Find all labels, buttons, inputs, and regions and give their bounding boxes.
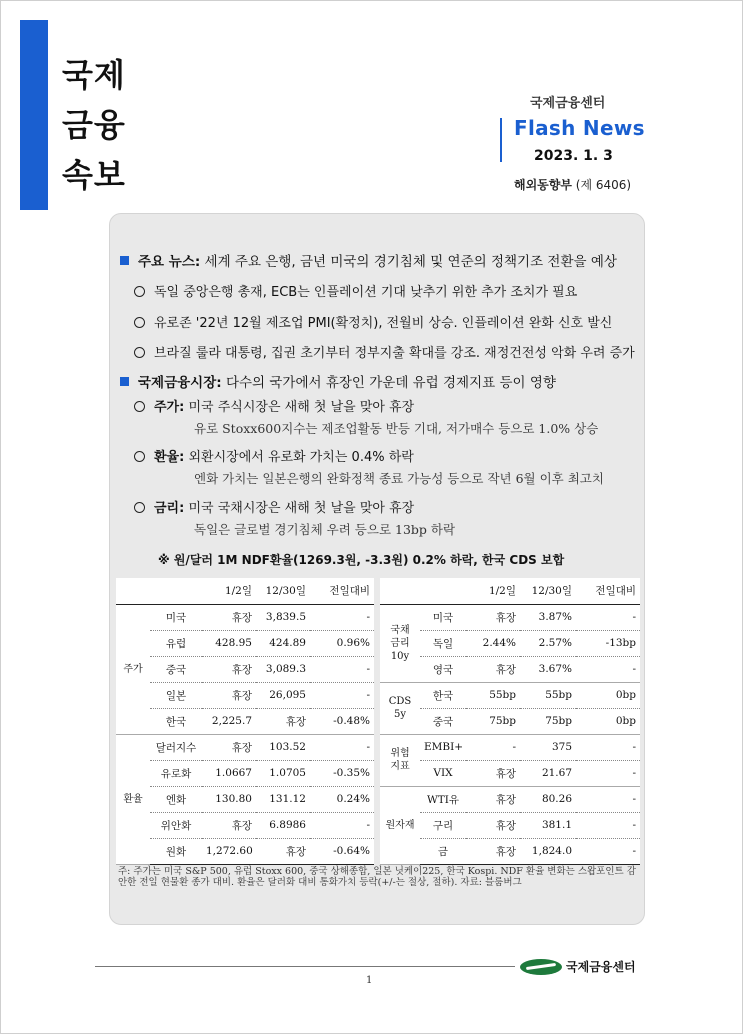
market-item-detail: 엔화 가치는 일본은행의 완화정책 종료 가능성 등으로 작년 6월 이후 최고치 xyxy=(194,471,604,486)
table-cell: 130.80 xyxy=(202,786,256,812)
market-bullet xyxy=(120,371,556,391)
table-cell: -0.64% xyxy=(310,838,374,864)
market-table-right xyxy=(380,578,640,865)
table-row xyxy=(116,708,374,734)
table-row xyxy=(380,604,640,630)
table-cell: 휴장 xyxy=(466,760,520,786)
table-cell: 21.67 xyxy=(520,760,576,786)
table-header-row xyxy=(116,578,374,604)
table-cell: 1,824.0 xyxy=(520,838,576,864)
news-item-text: 독일 중앙은행 총재, ECB는 인플레이션 기대 낮추기 위한 추가 조치가 필요 xyxy=(154,285,578,300)
footer-rule xyxy=(95,966,515,967)
table-cell: -13bp xyxy=(576,630,640,656)
logo-mark-icon xyxy=(520,959,562,975)
flash-news-label: Flash News xyxy=(514,116,645,140)
table-cell: 428.95 xyxy=(202,630,256,656)
table-header-cell xyxy=(150,578,202,604)
header-divider xyxy=(500,118,502,162)
news-item xyxy=(134,281,577,300)
table-row xyxy=(116,630,374,656)
table-cell: 75bp xyxy=(520,708,576,734)
table-cell: 0.96% xyxy=(310,630,374,656)
table-cell: 휴장 xyxy=(466,604,520,630)
table-group-label: 위험 지표 xyxy=(380,734,420,786)
circle-bullet-icon xyxy=(134,401,145,412)
table-row xyxy=(116,760,374,786)
table-row xyxy=(116,838,374,864)
circle-bullet-icon xyxy=(134,347,145,358)
table-cell: 2.44% xyxy=(466,630,520,656)
department-name: 해외동향부 xyxy=(514,178,572,192)
table-cell: 103.52 xyxy=(256,734,310,760)
table-group-label: 원자재 xyxy=(380,786,420,864)
table-cell: - xyxy=(576,656,640,682)
table-cell: - xyxy=(310,656,374,682)
table-cell: 3,089.3 xyxy=(256,656,310,682)
main-news-text: 세계 주요 은행, 금년 미국의 경기침체 및 연준의 정책기조 전환을 예상 xyxy=(200,254,617,270)
table-header-cell xyxy=(420,578,466,604)
square-bullet-icon xyxy=(120,377,129,386)
main-news-bullet xyxy=(120,250,617,270)
table-row xyxy=(116,656,374,682)
footer-logo xyxy=(520,956,636,976)
market-item-text: 외환시장에서 유로화 가치는 0.4% 하락 xyxy=(184,450,414,465)
table-cell: - xyxy=(310,812,374,838)
table-header-row xyxy=(380,578,640,604)
table-cell: 휴장 xyxy=(466,786,520,812)
content-box xyxy=(109,213,645,925)
report-title-line-2: 금융 xyxy=(62,106,126,144)
table-cell: 휴장 xyxy=(466,656,520,682)
ndf-note: ※ 원/달러 1M NDF환율(1269.3원, -3.3원) 0.2% 하락, 한국 CDS 보합 xyxy=(158,553,565,567)
market-item-text: 미국 주식시장은 새해 첫 날을 맞아 휴장 xyxy=(184,400,415,415)
market-item-head: 주가: xyxy=(154,400,185,415)
table-header-cell: 1/2일 xyxy=(466,578,520,604)
table-row-label: 유로화 xyxy=(150,760,202,786)
table-cell: 휴장 xyxy=(202,604,256,630)
table-cell: 2,225.7 xyxy=(202,708,256,734)
table-header-cell xyxy=(116,578,150,604)
table-row-label: 미국 xyxy=(420,604,466,630)
table-header-cell: 12/30일 xyxy=(256,578,310,604)
table-row-label: 중국 xyxy=(420,708,466,734)
table-cell: 375 xyxy=(520,734,576,760)
market-item-rates xyxy=(134,497,414,516)
table-cell: 휴장 xyxy=(256,708,310,734)
org-name: 국제금융센터 xyxy=(530,96,606,111)
table-cell: 1.0667 xyxy=(202,760,256,786)
table-cell: 1,272.60 xyxy=(202,838,256,864)
market-item-head: 금리: xyxy=(154,501,185,516)
title-accent-bar xyxy=(20,20,48,210)
table-header-cell: 12/30일 xyxy=(520,578,576,604)
table-row-label: EMBI+ xyxy=(420,734,466,760)
market-item-detail: 독일은 글로벌 경기침체 우려 등으로 13bp 하락 xyxy=(194,522,456,537)
footer-logo-text: 국제금융센터 xyxy=(566,960,636,974)
table-row-label: 유럽 xyxy=(150,630,202,656)
page-number: 1 xyxy=(366,975,373,986)
table-cell: 휴장 xyxy=(202,812,256,838)
table-row xyxy=(380,734,640,760)
table-cell: 3.67% xyxy=(520,656,576,682)
table-cell: - xyxy=(310,682,374,708)
table-cell: - xyxy=(576,838,640,864)
table-cell: - xyxy=(576,604,640,630)
report-date: 2023. 1. 3 xyxy=(534,148,613,164)
report-title xyxy=(62,50,182,200)
table-row-label: 원화 xyxy=(150,838,202,864)
table-row xyxy=(380,786,640,812)
table-cell: - xyxy=(310,604,374,630)
table-header-cell: 전일대비 xyxy=(576,578,640,604)
table-row-label: 위안화 xyxy=(150,812,202,838)
issue-number: (제 6406) xyxy=(575,178,632,192)
table-row xyxy=(116,786,374,812)
table-header-cell: 전일대비 xyxy=(310,578,374,604)
news-item xyxy=(134,342,635,361)
table-cell: 26,095 xyxy=(256,682,310,708)
market-head: 국제금융시장: xyxy=(138,375,222,391)
table-row-label: 중국 xyxy=(150,656,202,682)
table-row-label: 독일 xyxy=(420,630,466,656)
circle-bullet-icon xyxy=(134,451,145,462)
market-item-head: 환율: xyxy=(154,450,185,465)
table-header-cell xyxy=(380,578,420,604)
table-group-label: 주가 xyxy=(116,604,150,734)
department xyxy=(514,176,631,193)
table-group-label: 국채 금리 10y xyxy=(380,604,420,682)
table-cell: 75bp xyxy=(466,708,520,734)
table-row-label: VIX xyxy=(420,760,466,786)
table-row-label: 영국 xyxy=(420,656,466,682)
table-row xyxy=(380,682,640,708)
table-cell: - xyxy=(310,734,374,760)
market-table-left xyxy=(116,578,374,865)
table-row-label: 일본 xyxy=(150,682,202,708)
table-cell: 휴장 xyxy=(202,682,256,708)
table-cell: -0.35% xyxy=(310,760,374,786)
table-cell: 휴장 xyxy=(202,734,256,760)
table-cell: - xyxy=(576,734,640,760)
table-row-label: 미국 xyxy=(150,604,202,630)
news-item-text: 유로존 '22년 12월 제조업 PMI(확정치), 전월비 상승. 인플레이션 완화 신호 발신 xyxy=(154,316,613,331)
table-row xyxy=(116,604,374,630)
table-row-label: WTI유 xyxy=(420,786,466,812)
table-cell: 2.57% xyxy=(520,630,576,656)
table-group-label: 환율 xyxy=(116,734,150,864)
circle-bullet-icon xyxy=(134,286,145,297)
table-row-label: 달러지수 xyxy=(150,734,202,760)
table-cell: 휴장 xyxy=(466,812,520,838)
market-item-stocks xyxy=(134,396,414,415)
circle-bullet-icon xyxy=(134,502,145,513)
market-text: 다수의 국가에서 휴장인 가운데 유럽 경제지표 등이 영향 xyxy=(221,375,556,391)
table-cell: 0.24% xyxy=(310,786,374,812)
table-row xyxy=(116,682,374,708)
table-header-cell: 1/2일 xyxy=(202,578,256,604)
market-item-text: 미국 국채시장은 새해 첫 날을 맞아 휴장 xyxy=(184,501,415,516)
table-cell: 휴장 xyxy=(256,838,310,864)
table-cell: 3.87% xyxy=(520,604,576,630)
circle-bullet-icon xyxy=(134,317,145,328)
table-cell: - xyxy=(576,760,640,786)
table-cell: 0bp xyxy=(576,682,640,708)
table-row-label: 한국 xyxy=(420,682,466,708)
table-cell: 1.0705 xyxy=(256,760,310,786)
table-cell: - xyxy=(576,786,640,812)
table-cell: 424.89 xyxy=(256,630,310,656)
news-item-text: 브라질 룰라 대통령, 집권 초기부터 정부지출 확대를 강조. 재정건전성 악화 우려 증가 xyxy=(154,346,635,361)
table-cell: 381.1 xyxy=(520,812,576,838)
table-cell: 휴장 xyxy=(202,656,256,682)
table-cell: 휴장 xyxy=(466,838,520,864)
table-row-label: 한국 xyxy=(150,708,202,734)
table-row xyxy=(116,812,374,838)
table-cell: 131.12 xyxy=(256,786,310,812)
table-row-label: 구리 xyxy=(420,812,466,838)
table-cell: - xyxy=(466,734,520,760)
market-item-fx xyxy=(134,446,414,465)
main-news-head: 주요 뉴스: xyxy=(138,254,201,270)
table-row-label: 금 xyxy=(420,838,466,864)
table-footnote: 주: 주가는 미국 S&P 500, 유럽 Stoxx 600, 중국 상해종합, 일본 닛케이225, 한국 Kospi. NDF 환율 변화는 스왑포인트 감안한 전일 현물환 종가 대비. 환율은 달러화 대비 통화가치 등락(+/-는 절상, 절하). 자료: 블룸버그 xyxy=(118,866,636,888)
table-group-label: CDS 5y xyxy=(380,682,420,734)
table-cell: -0.48% xyxy=(310,708,374,734)
news-item xyxy=(134,312,612,331)
table-cell: 55bp xyxy=(520,682,576,708)
table-cell: 3,839.5 xyxy=(256,604,310,630)
table-cell: 80.26 xyxy=(520,786,576,812)
table-cell: 6.8986 xyxy=(256,812,310,838)
table-cell: - xyxy=(576,812,640,838)
report-title-line-3: 속보 xyxy=(62,156,126,194)
table-row-label: 엔화 xyxy=(150,786,202,812)
square-bullet-icon xyxy=(120,256,129,265)
market-item-detail: 유로 Stoxx600지수는 제조업활동 반등 기대, 저가매수 등으로 1.0% 상승 xyxy=(194,421,599,436)
report-title-line-1: 국제 xyxy=(62,56,126,94)
table-row xyxy=(116,734,374,760)
table-cell: 55bp xyxy=(466,682,520,708)
table-cell: 0bp xyxy=(576,708,640,734)
